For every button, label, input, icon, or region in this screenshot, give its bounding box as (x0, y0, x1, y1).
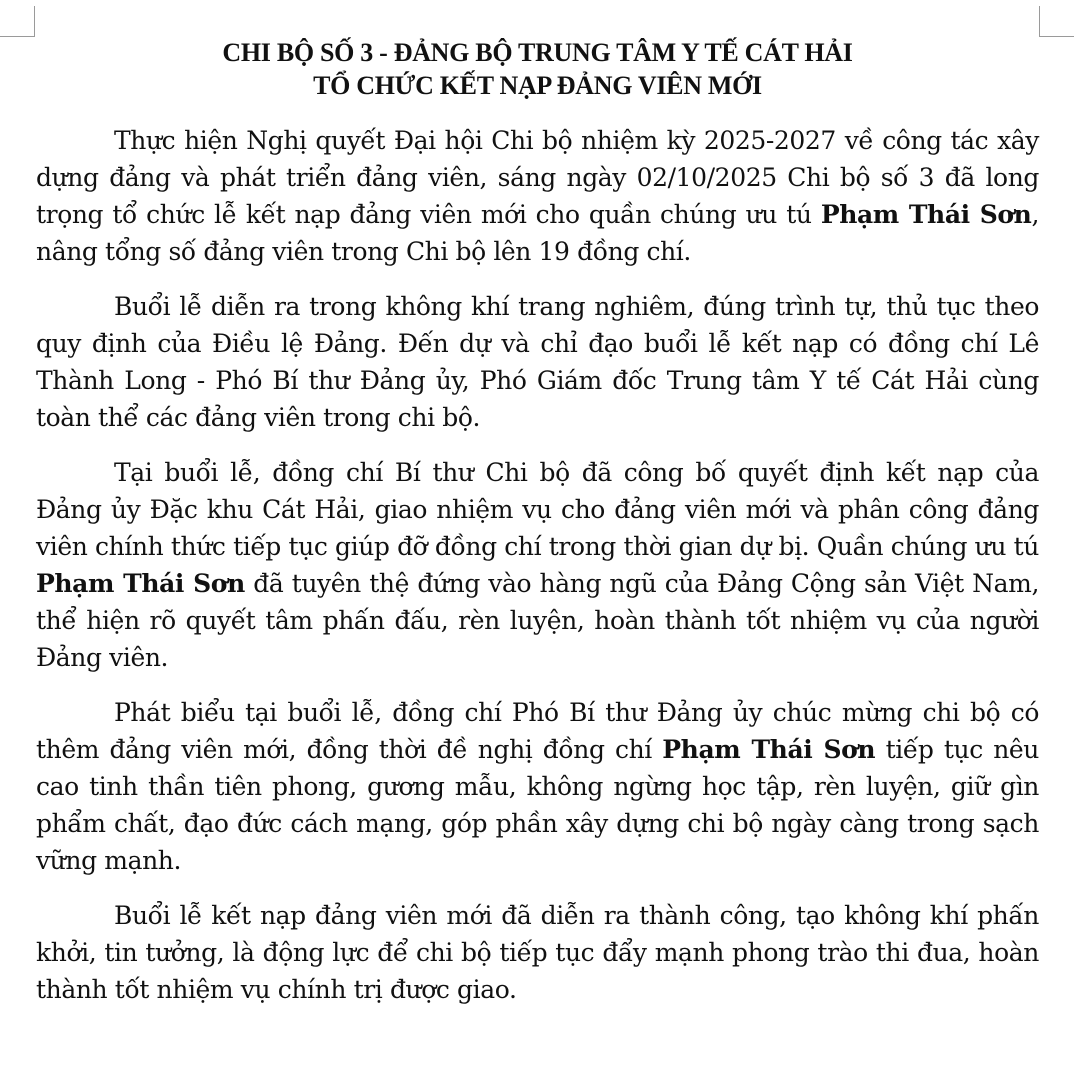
paragraph-3-member-name: Phạm Thái Sơn (36, 569, 245, 598)
paragraph-1-text-before: Thực hiện Nghị quyết Đại hội Chi bộ nhiệm kỳ 2025-2027 về công tác xây dựng đảng và phát triển đảng viên, sáng ngày 02/10/2025 Chi bộ số 3 đã long trọng tổ chức lễ kết nạp đảng viên mới cho quần chúng ưu tú (36, 126, 1039, 229)
title-line-2: TỔ CHỨC KẾT NẠP ĐẢNG VIÊN MỚI (313, 71, 762, 100)
paragraph-3 (36, 454, 1039, 676)
paragraph-3-text-after: đã tuyên thệ đứng vào hàng ngũ của Đảng Cộng sản Việt Nam, thể hiện rõ quyết tâm phấn đấu, rèn luyện, hoàn thành tốt nhiệm vụ của người Đảng viên. (36, 569, 1040, 672)
paragraph-4 (36, 694, 1039, 879)
paragraph-4-text-after: tiếp tục nêu cao tinh thần tiên phong, gương mẫu, không ngừng học tập, rèn luyện, giữ gìn phẩm chất, đạo đức cách mạng, góp phần xây dựng chi bộ ngày càng trong sạch vững mạnh. (36, 735, 1039, 875)
paragraph-1-text-after: , nâng tổng số đảng viên trong Chi bộ lên 19 đồng chí. (36, 200, 1039, 266)
document-page (36, 36, 1039, 1026)
paragraph-4-member-name: Phạm Thái Sơn (662, 735, 876, 764)
crop-mark-top-left (0, 6, 35, 37)
paragraph-1-member-name: Phạm Thái Sơn (820, 200, 1032, 229)
paragraph-2: Buổi lễ diễn ra trong không khí trang nghiêm, đúng trình tự, thủ tục theo quy định của Điều lệ Đảng. Đến dự và chỉ đạo buổi lễ kết nạp có đồng chí Lê Thành Long - Phó Bí thư Đảng ủy, Phó Giám đốc Trung tâm Y tế Cát Hải cùng toàn thể các đảng viên trong chi bộ. (36, 292, 1039, 432)
title-line-1: CHI BỘ SỐ 3 - ĐẢNG BỘ TRUNG TÂM Y TẾ CÁT HẢI (222, 38, 853, 67)
paragraph-3-text-before: Tại buổi lễ, đồng chí Bí thư Chi bộ đã công bố quyết định kết nạp của Đảng ủy Đặc khu Cát Hải, giao nhiệm vụ cho đảng viên mới và phân công đảng viên chính thức tiếp tục giúp đỡ đồng chí trong thời gian dự bị. Quần chúng ưu tú (36, 458, 1039, 561)
crop-mark-top-right (1039, 6, 1074, 37)
paragraph-5: Buổi lễ kết nạp đảng viên mới đã diễn ra thành công, tạo không khí phấn khởi, tin tưởng, là động lực để chi bộ tiếp tục đẩy mạnh phong trào thi đua, hoàn thành tốt nhiệm vụ chính trị được giao. (36, 901, 1039, 1004)
paragraph-1 (36, 122, 1039, 270)
document-title (36, 36, 1039, 102)
paragraph-4-text-before: Phát biểu tại buổi lễ, đồng chí Phó Bí thư Đảng ủy chúc mừng chi bộ có thêm đảng viên mới, đồng thời đề nghị đồng chí (36, 698, 1039, 764)
